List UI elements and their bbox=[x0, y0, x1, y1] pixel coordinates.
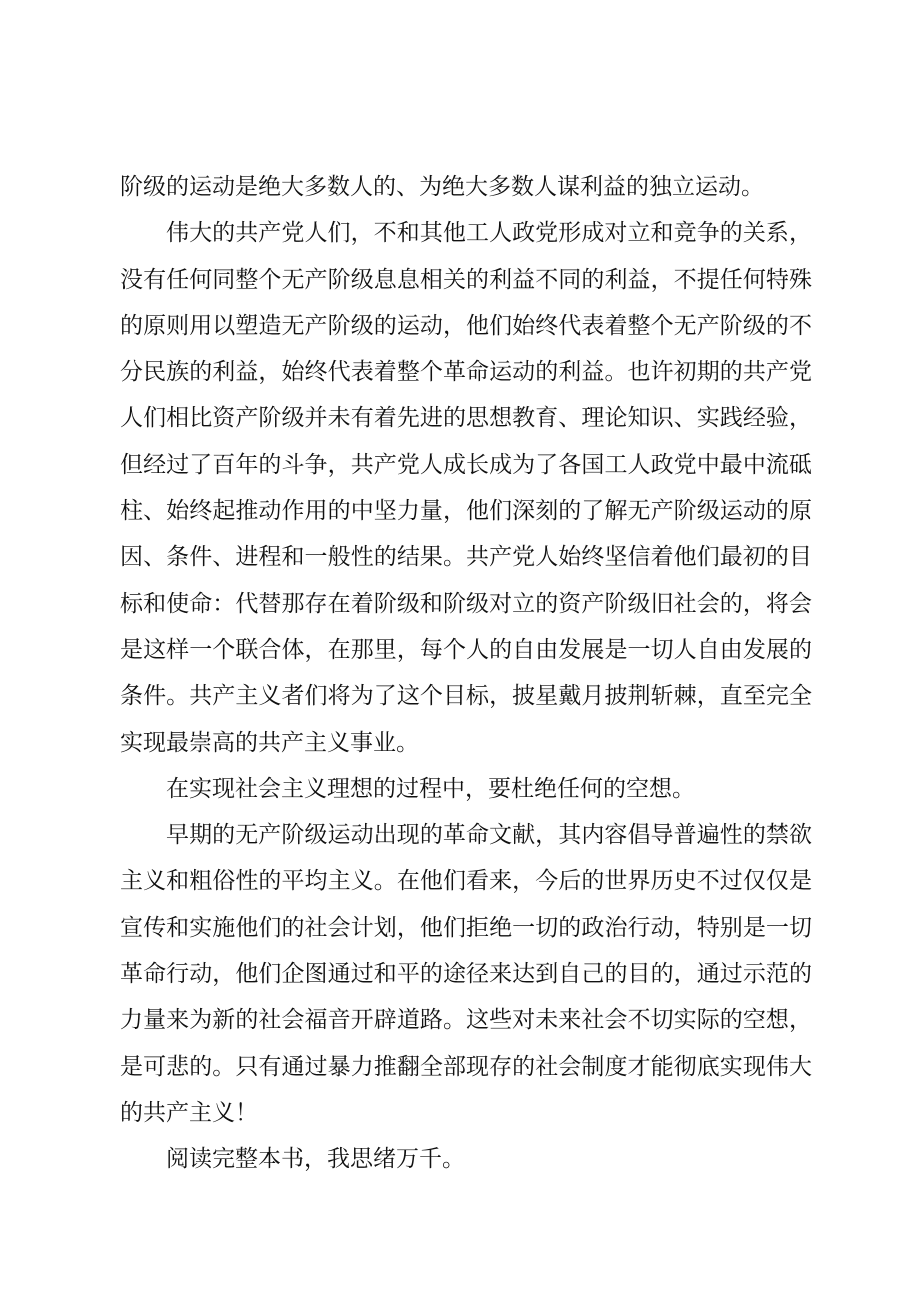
paragraph-no-utopia: 在实现社会主义理想的过程中，要杜绝任何的空想。 bbox=[166, 775, 695, 802]
paragraph-early-movement: 早期的无产阶级运动出现的革命文献，其内容倡导普遍性的禁欲主义和粗俗性的平均主义。在他们看来，今后的世界历史不过仅仅是宣传和实施他们的社会计划，他们拒绝一切的政治行动，特别是一切革命行动，他们企图通过和平的途径来达到自己的目的，通过示范的力量来为新的社会福音开辟道路。这些对未来社会不切实际的空想，是可悲的。只有通过暴力推翻全部现存的社会制度才能彻底实现伟大的共产主义！ bbox=[120, 822, 812, 1126]
paragraph-communists: 伟大的共产党人们，不和其他工人政党形成对立和竞争的关系，没有任何同整个无产阶级息息相关的利益不同的利益，不提任何特殊的原则用以塑造无产阶级的运动，他们始终代表着整个无产阶级的不分民族的利益，始终代表着整个革命运动的利益。也许初期的共产党人们相比资产阶级并未有着先进的思想教育、理论知识、实践经验，但经过了百年的斗争，共产党人成长成为了各国工人政党中最中流砥柱、始终起推动作用的中坚力量，他们深刻的了解无产阶级运动的原因、条件、进程和一般性的结果。共产党人始终坚信着他们最初的目标和使命：代替那存在着阶级和阶级对立的资产阶级旧社会的，将会是这样一个联合体，在那里，每个人的自由发展是一切人自由发展的条件。共产主义者们将为了这个目标，披星戴月披荆斩棘，直至完全实现最崇高的共产主义事业。 bbox=[120, 220, 812, 756]
paragraph-conclusion: 阅读完整本书，我思绪万千。 bbox=[166, 1146, 465, 1173]
paragraph-continuation: 阶级的运动是绝大多数人的、为绝大多数人谋利益的独立运动。 bbox=[120, 174, 764, 200]
document-body bbox=[120, 164, 812, 1183]
